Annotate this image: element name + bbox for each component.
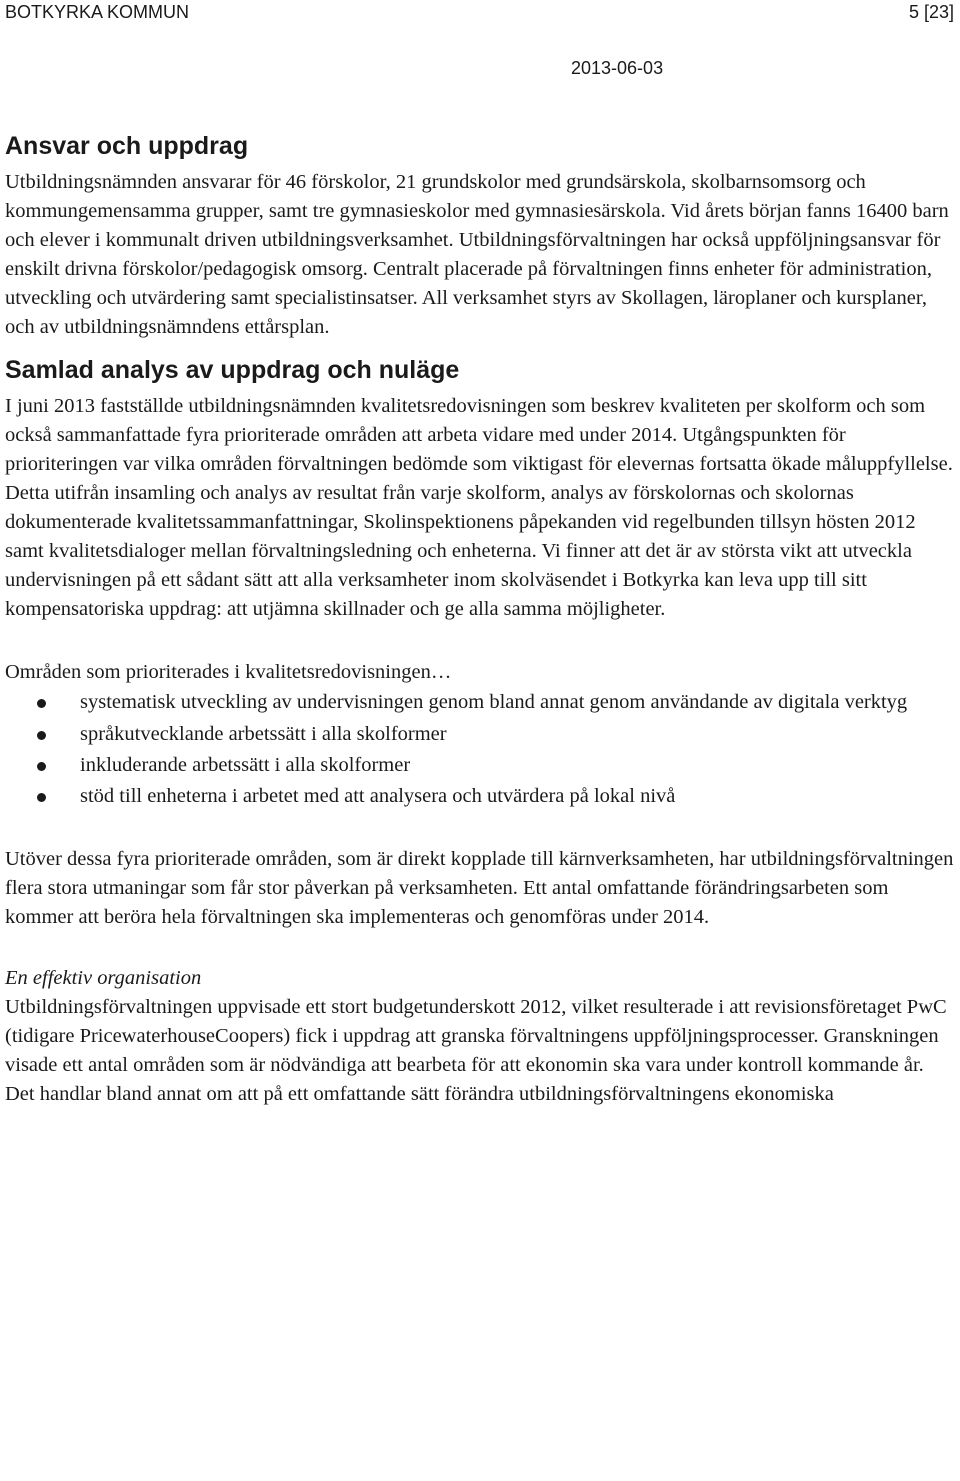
bullet-icon (37, 699, 46, 708)
bullet-icon (37, 731, 46, 740)
section-paragraph-analys: I juni 2013 fastställde utbildningsnämnden kvalitetsredovisningen som beskrev kvaliteten per skolform och som också sammanfattade fyra prioriterade områden att arbeta vidare med under 2014. Utgångspunkten för prioriteringen var vilka områden förvaltningen bedömde som viktigast för elevernas fortsatta ökade måluppfyllelse. Detta utifrån insamling och analys av resultat från varje skolform, analys av förskolornas och skolornas dokumenterade kvalitetssammanfattningar, Skolinspektionens påpekanden vid regelbunden tillsyn hösten 2012 samt kvalitetsdialoger mellan förvaltningsledning och enheterna. Vi finner att det är av största vikt att utveckla undervisningen på ett sådant sätt att alla verksamheter inom skolväsendet i Botkyrka kan leva upp till sitt kompensatoriska uppdrag: att utjämna skillnader och ge alla samma möjligheter. (5, 394, 953, 621)
priorities-list (5, 688, 955, 810)
list-item (5, 751, 955, 780)
bullet-icon (37, 762, 46, 771)
page-header (0, 0, 960, 30)
document-body (5, 124, 955, 1110)
list-item-text: stöd till enheterna i arbetet med att analysera och utvärdera på lokal nivå (80, 784, 676, 807)
document-date: 2013-06-03 (571, 58, 664, 76)
section-heading-analys: Samlad analys av uppdrag och nuläge (5, 355, 460, 384)
list-item-text: systematisk utveckling av undervisningen genom bland annat genom användande av digitala verktyg (80, 691, 908, 714)
list-item-text: inkluderande arbetssätt i alla skolformer (80, 753, 411, 776)
section-heading-ansvar: Ansvar och uppdrag (5, 132, 249, 160)
priorities-intro: Områden som prioriterades i kvalitetsredovisningen… (5, 661, 452, 684)
organization-name: BOTKYRKA KOMMUN (5, 2, 190, 22)
challenges-paragraph: Utöver dessa fyra prioriterade områden, som är direkt kopplade till kärnverksamheten, har utbildningsförvaltningen flera stora utmaningar som får stor påverkan på verksamheten. Ett antal omfattande förändringsarbeten som kommer att beröra hela förvaltningen ska implementeras och genomföras under 2014. (5, 847, 954, 928)
list-item (5, 688, 955, 717)
list-item-text: språkutvecklande arbetssätt i alla skolformer (80, 722, 447, 745)
list-item (5, 782, 955, 811)
page-number: 5 [23] (908, 2, 954, 22)
bullet-icon (37, 793, 46, 802)
subheading-organisation: En effektiv organisation (5, 967, 202, 990)
list-item (5, 720, 955, 749)
organisation-paragraph: Utbildningsförvaltningen uppvisade ett stort budgetunderskott 2012, vilket resulterade i att revisionsföretaget PwC (tidigare PricewaterhouseCoopers) fick i uppdrag att granska förvaltningens uppföljningsprocesser. Granskningen visade ett antal områden som är nödvändiga att bearbeta för att ekonomin ska vara under kontroll kommande år. Det handlar bland annat om att på ett omfattande sätt förändra utbildningsförvaltningens ekonomiska (5, 996, 947, 1106)
section-paragraph-ansvar: Utbildningsnämnden ansvarar för 46 förskolor, 21 grundskolor med grundsärskola, skolbarnsomsorg och kommungemensamma grupper, samt tre gymnasieskolor med gymnasiesärskola. Vid årets början fanns 16400 barn och elever i kommunalt driven utbildningsverksamhet. Utbildningsförvaltningen har också uppföljningsansvar för enskilt drivna förskolor/pedagogisk omsorg. Centralt placerade på förvaltningen finns enheter för administration, utveckling och utvärdering samt specialistinsatser. All verksamhet styrs av Skollagen, läroplaner och kursplaner, och av utbildningsnämndens ettårsplan. (5, 171, 949, 339)
